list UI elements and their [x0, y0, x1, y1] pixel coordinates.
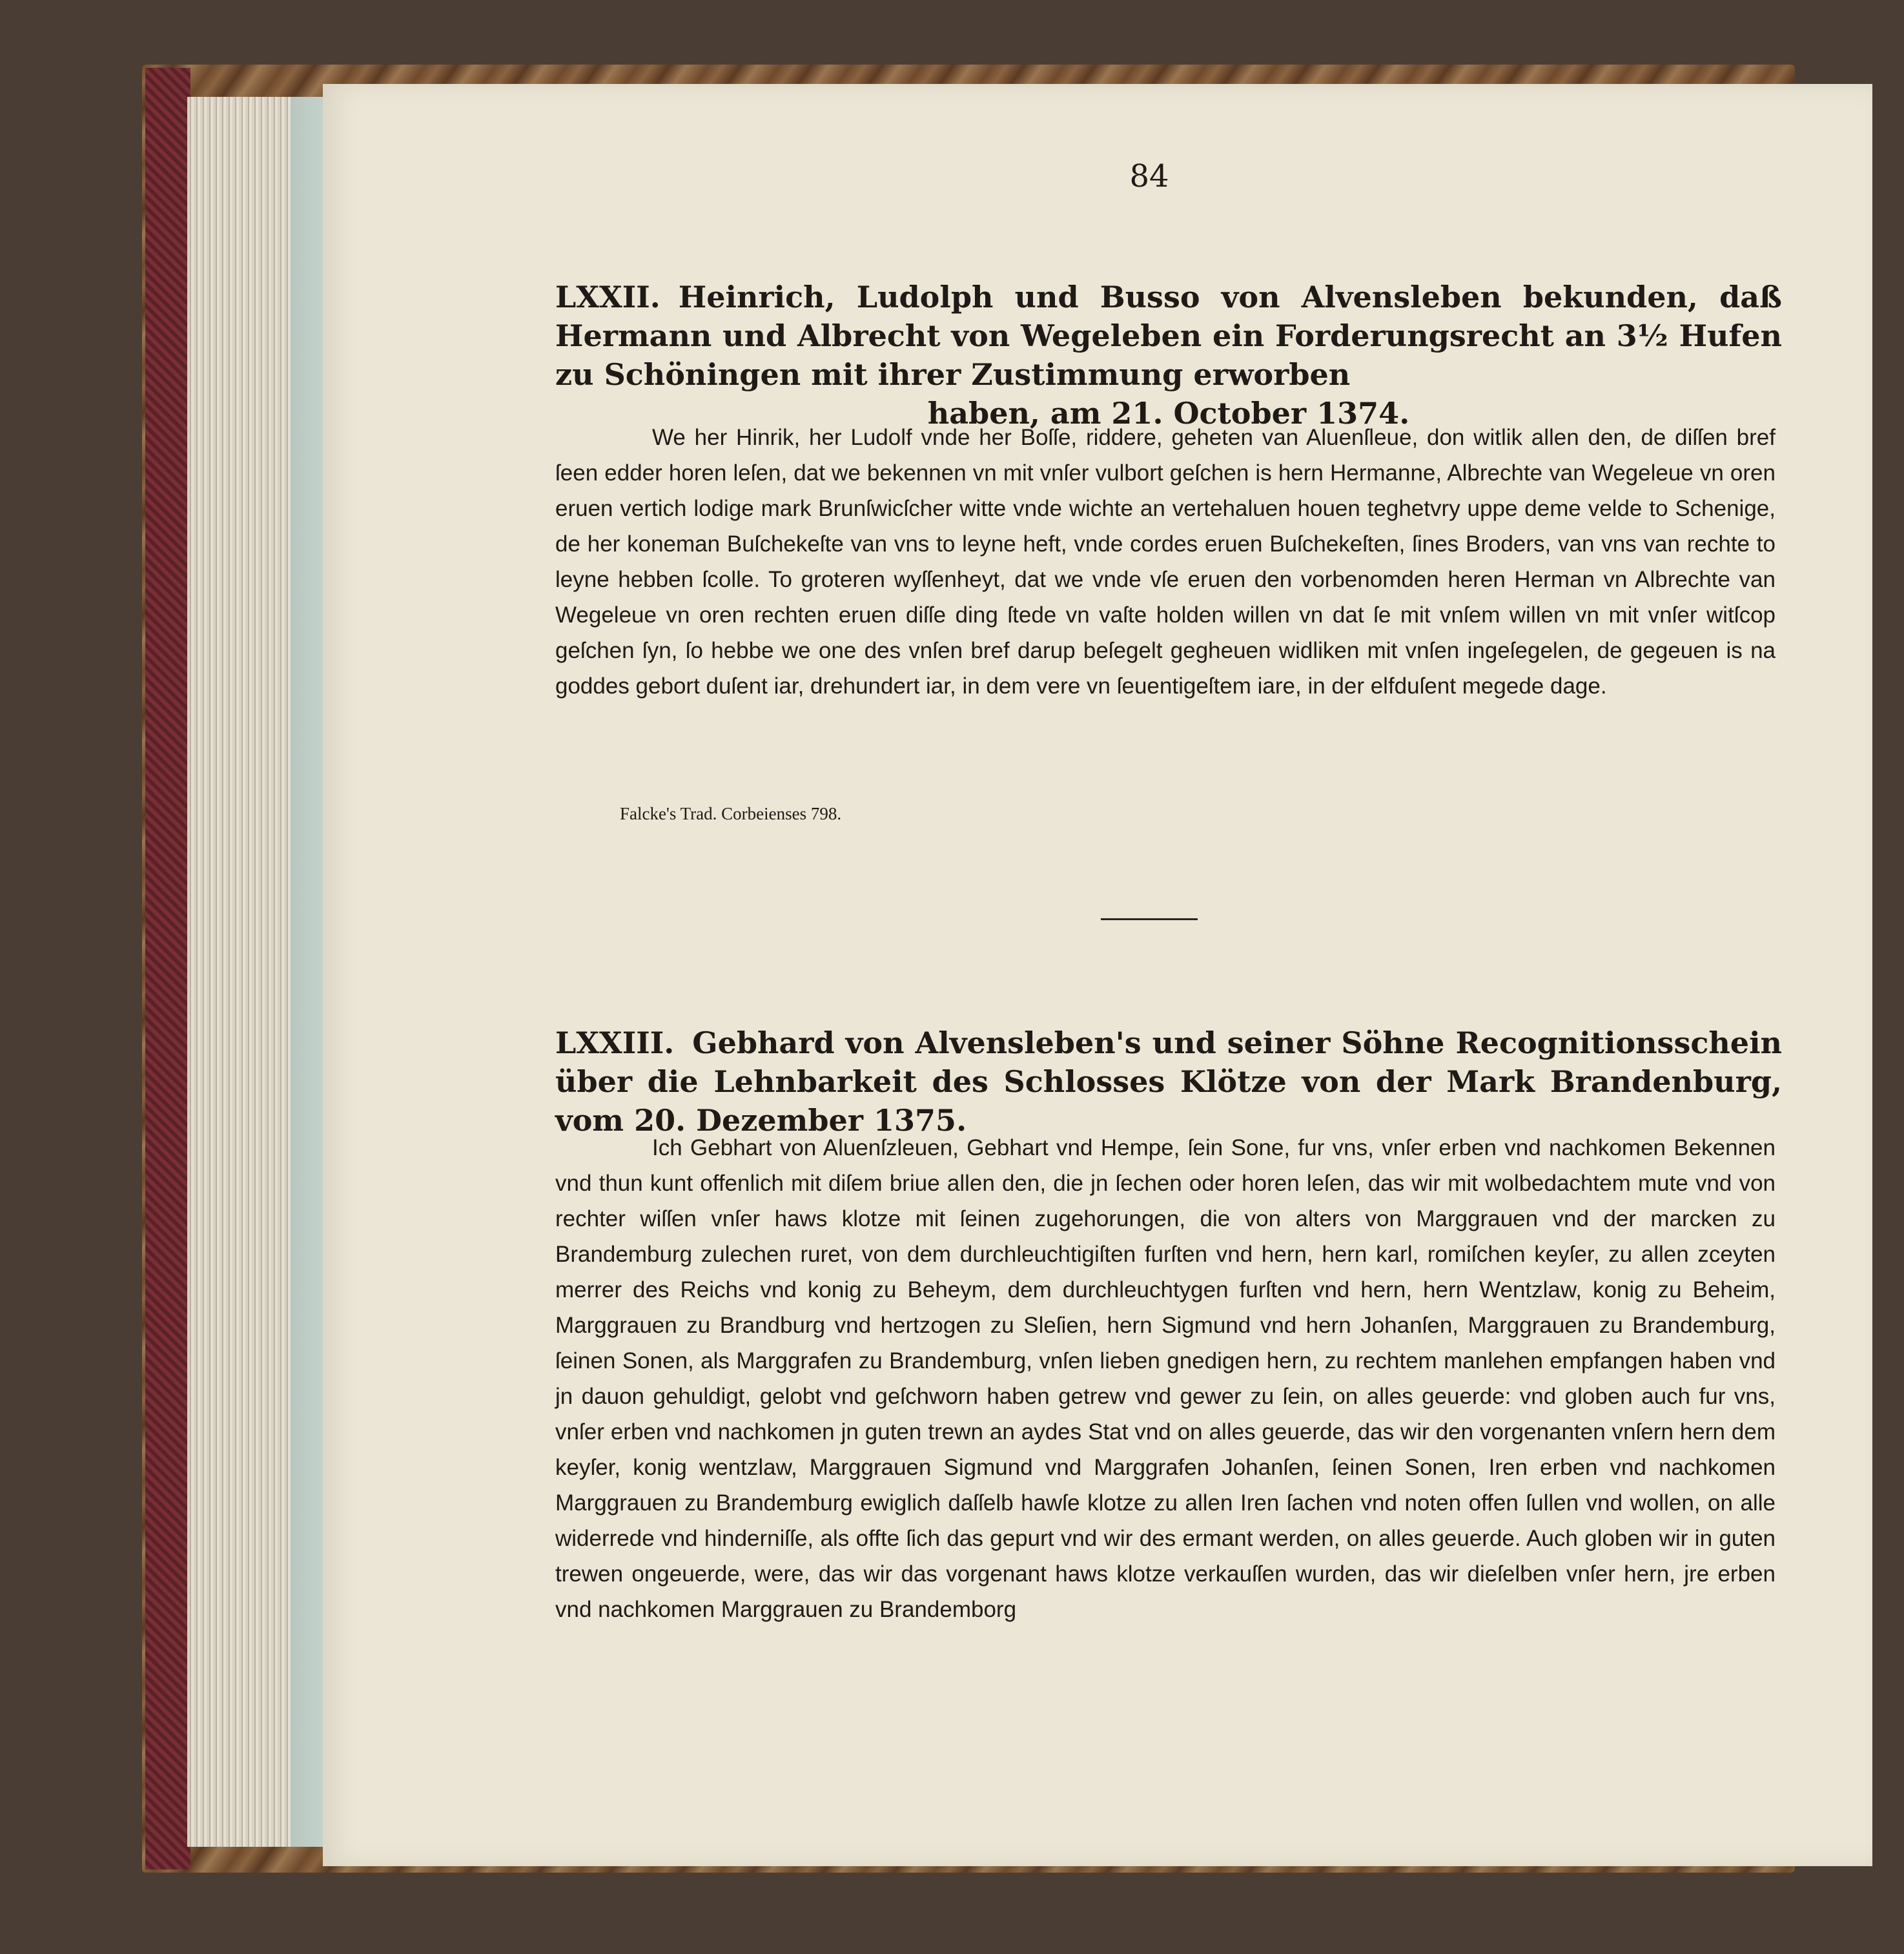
book-spine [145, 68, 190, 1869]
document-72-title: Heinrich, Ludolph und Busso von Alvensleben bekunden, daß Hermann und Albrecht von Wegeleben ein Forderungsrecht an 3½ Hufen zu Schöningen mit ihrer Zustimmung erworben [555, 280, 1782, 392]
page-number: 84 [1129, 158, 1169, 194]
document-72-heading [555, 278, 1782, 433]
document-73-title: Gebhard von Alvensleben's und seiner Söhne Recognitionsschein über die Lehnbarkeit des Schlosses Klötze von der Mark Brandenburg, vom 20. Dezember 1375. [555, 1025, 1782, 1138]
document-72-source: Falcke's Trad. Corbeienses 798. [620, 804, 842, 823]
document-73-number: LXXIII. [555, 1025, 675, 1060]
document-73-body [555, 1130, 1776, 1627]
document-72-body [555, 420, 1776, 704]
document-73-text: Ich Gebhart von Aluenſzleuen, Gebhart vnd Hempe, ſein Sone, fur vns, vnſer erben vnd nachkomen Bekennen vnd thun kunt offenlich mit diſem briue allen den, die jn ſechen oder horen leſen, das wir mit wolbedachtem mute vnd von rechter wiſſen vnſer haws klotze mit ſeinen zugehorungen, die von alters von Marggrauen vnd der marcken zu Brandemburg zulechen ruret, von dem durchleuchtigiſten furſten vnd hern, hern karl, romiſchen keyſer, zu allen zceyten merrer des Reichs vnd konig zu Beheym, dem durchleuchtygen furſten vnd hern, hern Wentzlaw, konig zu Beheim, Marggrauen zu Brandburg vnd hertzogen zu Sleſien, hern Sigmund vnd hern Johanſen, Marggrauen zu Brandemburg, ſeinen Sonen, als Marggrafen zu Brandemburg, vnſen lieben gnedigen hern, zu rechtem manlehen empfangen haben vnd jn dauon gehuldigt, gelobt vnd geſchworn haben getrew vnd gewer zu ſein, on alles geuerde: vnd globen auch fur vns, vnſer erben vnd nachkomen jn guten trewn an aydes Stat vnd on alles geuerde, das wir den vorgenanten vnſern hern dem keyſer, konig wentzlaw, Marggrauen Sigmund vnd Marggrafen Johanſen, ſeinen Sonen, Iren erben vnd nachkomen Marggrauen zu Brandemburg ewiglich daſſelb hawſe klotze zu allen Iren ſachen vnd noten offen ſullen vnd wollen, on alle widerrede vnd hinderniſſe, als offte ſich das gepurt vnd wir des ermant werden, on alles geuerde. Auch globen wir in guten trewen ongeuerde, were, das wir das vorgenant haws klotze verkauſſen wurden, das wir dieſelben vnſer hern, jre erben vnd nachkomen Marggrauen zu Brandemborg [555, 1135, 1776, 1622]
document-72-text: We her Hinrik, her Ludolf vnde her Boſſe, riddere, geheten van Aluenſleue, don witlik allen den, de diſſen bref ſeen edder horen leſen, dat we bekennen vn mit vnſer vulbort geſchen is hern Hermanne, Albrechte van Wegeleue vn oren eruen vertich lodige mark Brunſwicſcher witte vnde wichte an vertehaluen houen teghetvry uppe deme velde to Schenige, de her koneman Buſchekeſte van vns to leyne heft, vnde cordes eruen Buſchekeſten, ſines Broders, van vns van rechte to leyne hebben ſcolle. To groteren wyſſenheyt, dat we vnde vſe eruen den vorbenomden heren Herman vn Albrechte van Wegeleue vn oren rechten eruen diſſe ding ſtede vn vaſte holden willen vn dat ſe mit vnſem willen vn mit vnſer witſcop geſchen ſyn, ſo hebbe we one des vnſen bref darup beſegelt gegheuen widliken mit vnſen ingeſegelen, de gegeuen is na goddes gebort duſent iar, drehundert iar, in dem vere vn ſeuentigeſtem iare, in der elfduſent megede dage. [555, 425, 1776, 699]
document-73-heading [555, 1023, 1782, 1140]
document-72-title-tail: haben, am 21. October 1374. [927, 396, 1410, 431]
page-edges [187, 97, 336, 1847]
document-72-number: LXXII. [555, 280, 660, 314]
section-divider [1101, 918, 1198, 920]
